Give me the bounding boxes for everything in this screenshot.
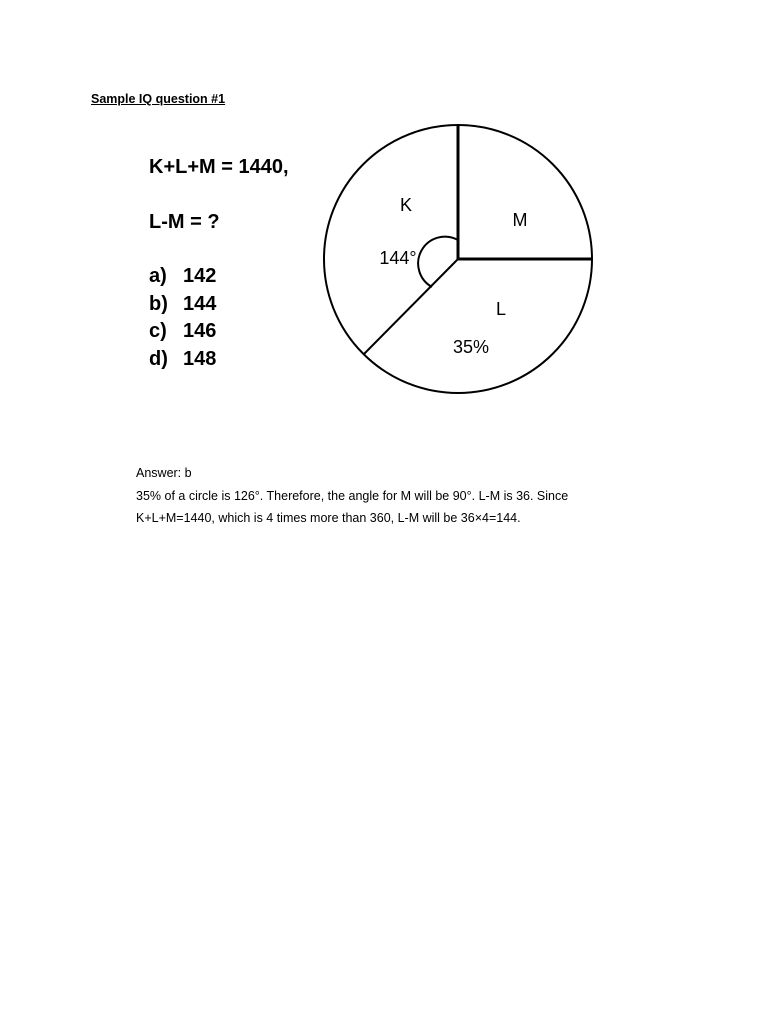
option-letter: d)	[149, 347, 168, 370]
page-title: Sample IQ question #1	[91, 92, 226, 106]
label-m: M	[512, 210, 528, 230]
option-letter: a)	[149, 265, 167, 287]
option-value: 146	[183, 320, 217, 342]
angle-label: 144°	[379, 248, 417, 268]
answer-section	[136, 462, 656, 530]
option-value: 142	[183, 265, 217, 287]
option-letter: c)	[149, 320, 167, 342]
answer-line: Answer: b	[136, 466, 192, 480]
explanation-line: 35% of a circle is 126°. Therefore, the angle for M will be 90°. L-M is 36. Since	[136, 488, 569, 503]
question-ask: L-M = ?	[149, 211, 220, 233]
explanation-line: K+L+M=1440, which is 4 times more than 360, L-M will be 36×4=144.	[136, 511, 521, 525]
question-equation: K+L+M = 1440,	[149, 156, 289, 178]
divider-l-k	[364, 259, 458, 354]
percent-label: 35%	[452, 337, 490, 357]
option-value: 144	[183, 292, 217, 315]
label-l: L	[495, 299, 507, 319]
label-k: K	[399, 195, 413, 215]
option-value: 148	[183, 347, 217, 370]
option-letter: b)	[149, 292, 168, 315]
